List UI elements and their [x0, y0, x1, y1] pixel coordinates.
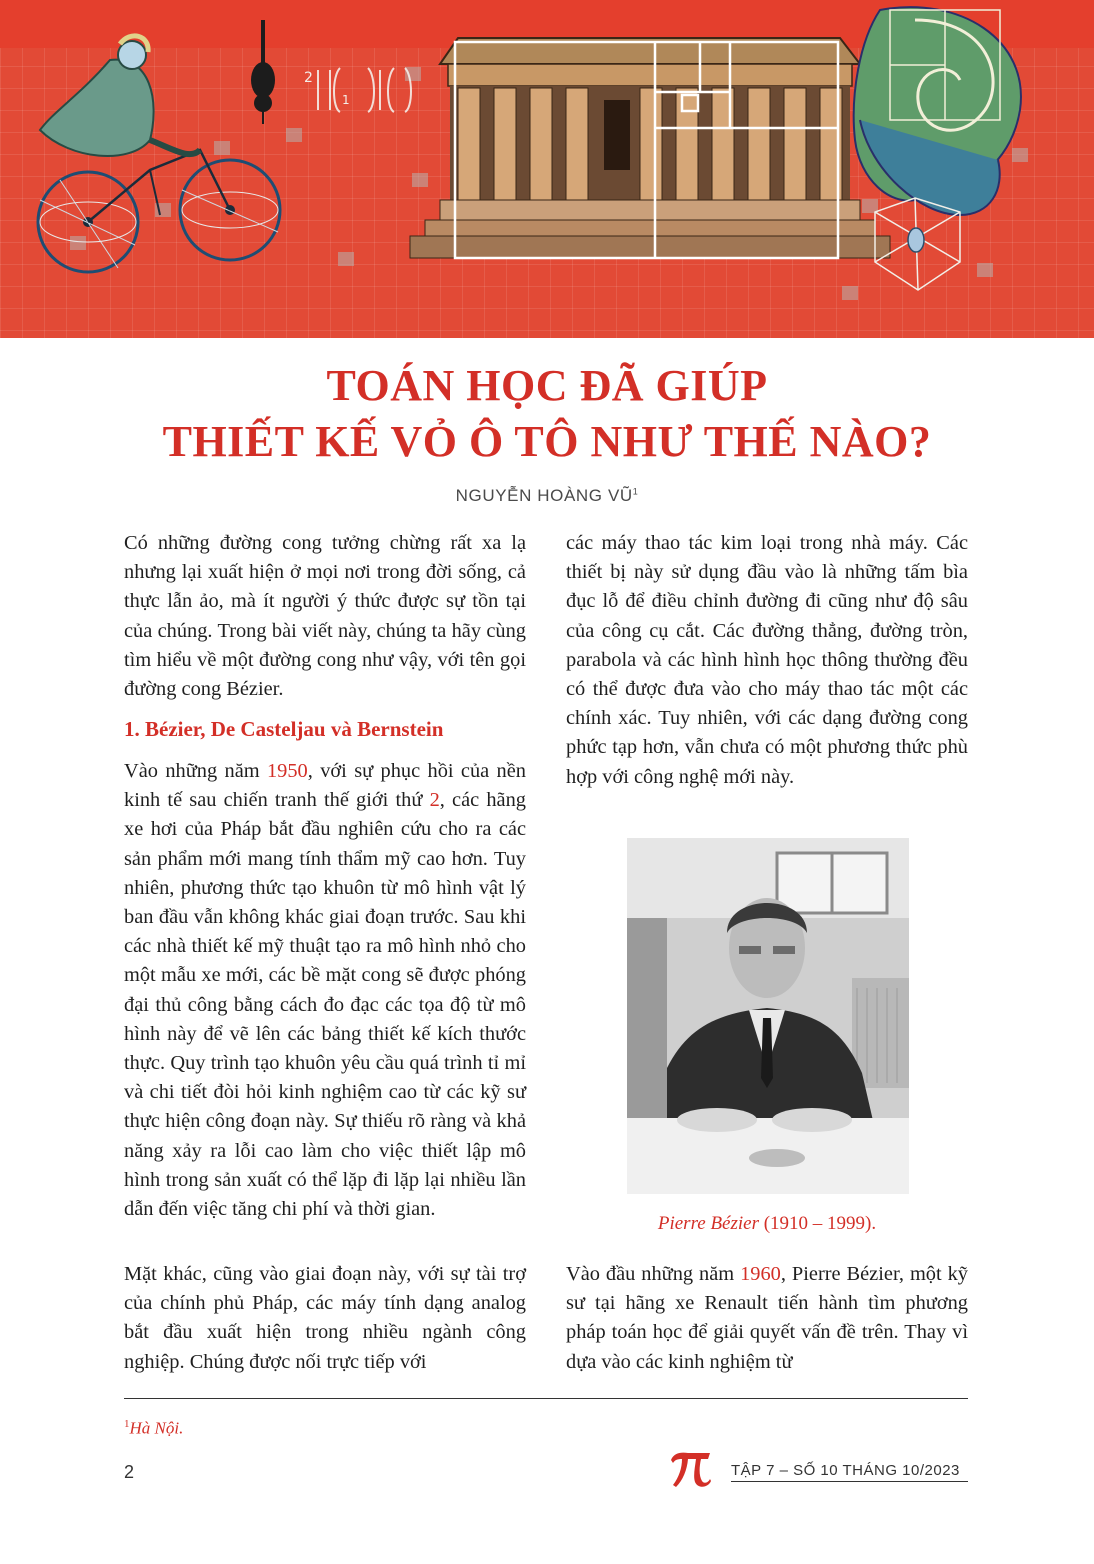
caption-years: (1910 – 1999). — [758, 1213, 877, 1234]
page-number: 2 — [124, 1462, 135, 1482]
cello-icon — [251, 20, 275, 124]
notation-1: 1 — [342, 93, 350, 107]
footnote-text: Hà Nội. — [129, 1418, 184, 1438]
header-banner — [0, 0, 1094, 338]
photo-caption — [566, 1213, 968, 1235]
footnote-divider — [124, 1398, 968, 1399]
col1-paragraph-2 — [124, 757, 526, 1224]
text-run: Vào đầu những năm — [566, 1263, 741, 1285]
year-1950: 1950 — [266, 760, 308, 782]
footnote-mark: 1 — [124, 1418, 130, 1430]
text-run: , với sự phục hồi của nền kinh tế sau chiến tranh thế giới thứ — [124, 760, 527, 812]
col1-paragraph-3: Mặt khác, cũng vào giai đoạn này, với sự tài trợ của chính phủ Pháp, các máy tính dạng analog bắt đầu xuất hiện trong nhiều ngành công nghiệp. Chúng được nối trực tiếp với — [124, 1263, 526, 1373]
section-heading-1: 1. Bézier, De Casteljau và Bernstein — [124, 717, 444, 741]
caption-name: Pierre Bézier — [657, 1213, 759, 1234]
text-run: Vào những năm — [124, 760, 267, 782]
math-notation — [318, 68, 411, 112]
article-title-line-1: TOÁN HỌC ĐÃ GIÚP — [326, 361, 768, 410]
photo-artwork — [627, 838, 909, 1194]
col2-paragraph-1: các máy thao tác kim loại trong nhà máy. Các thiết bị này sử dụng đầu vào là những tấm bìa đục lỗ để điều chỉnh đường đi cũng như độ sâu của công cụ cắt. Các đường thẳng, đường tròn, parabola và các hình hình học thông thường đều có thể được đưa vào cho máy thao tác một các chính xác. Tuy nhiên, với các dạng đường cong phức tạp hơn, vẫn chưa có một phương thức phù hợp với công nghệ mới này. — [566, 532, 968, 788]
issue-info: TẬP 7 – SỐ 10 THÁNG 10/2023 — [731, 1462, 968, 1482]
col2-paragraph-2 — [566, 1260, 968, 1377]
notation-2: 2 — [304, 70, 313, 86]
year-1960: 1960 — [740, 1263, 781, 1285]
parthenon-illustration — [410, 38, 890, 258]
pi-logo-icon — [668, 1448, 712, 1488]
ordinal-2: 2 — [429, 789, 440, 812]
golden-spiral-shell-illustration — [854, 7, 1021, 215]
author-name: NGUYỄN HOÀNG VŨ — [455, 486, 633, 505]
banner-artwork — [0, 0, 1094, 338]
text-run: , Pierre Bézier, một kỹ sư tại hãng xe Renault tiến hành tìm phương pháp toán học để giải quyết vấn đề trên. Thay vì dựa vào các kinh nghiệm từ — [566, 1263, 968, 1373]
author-byline — [0, 486, 1094, 506]
author-footnote-mark: 1 — [632, 486, 639, 497]
text-run: , các hãng xe hơi của Pháp bắt đầu nghiên cứu cho ra các sản phẩm mới mang tính thẩm mỹ cao hơn. Tuy nhiên, phương thức tạo khuôn từ mô hình vật lý ban đầu vẫn không khác giai đoạn trước. Sau khi các nhà thiết kế mỹ thuật tạo ra mô hình nhỏ cho một mẫu xe mới, các bề mặt cong sẽ được phóng đại thủ công bằng cách đo đạc các tọa độ từ mô hình này để vẽ lên các bảng thiết kế kích thước thực. Quy trình tạo khuôn yêu cầu quá trình tỉ mỉ và chi tiết đòi hỏi kinh nghiệm cao từ các kỹ sư thực hiện công đoạn này. Sự thiếu rõ ràng và khả năng xảy ra lỗi cao làm cho việc thiết lập mô hình trong sản xuất có thể lặp đi lặp lại nhiều lần dẫn đến việc tăng chi phí và thời gian. — [124, 789, 526, 1221]
col1-paragraph-1: Có những đường cong tưởng chừng rất xa lạ nhưng lại xuất hiện ở mọi nơi trong đời sống, cả thực lẫn ảo, mà ít người ý thức được sự tồn tại của chúng. Trong bài viết này, chúng ta hãy cùng tìm hiểu về một đường cong như vậy, với tên gọi đường cong Bézier. — [124, 532, 526, 701]
article-title-line-2: THIẾT KẾ VỎ Ô TÔ NHƯ THẾ NÀO? — [162, 417, 932, 466]
footnote — [124, 1418, 183, 1439]
portrait-photo-pierre-bezier — [627, 838, 909, 1194]
